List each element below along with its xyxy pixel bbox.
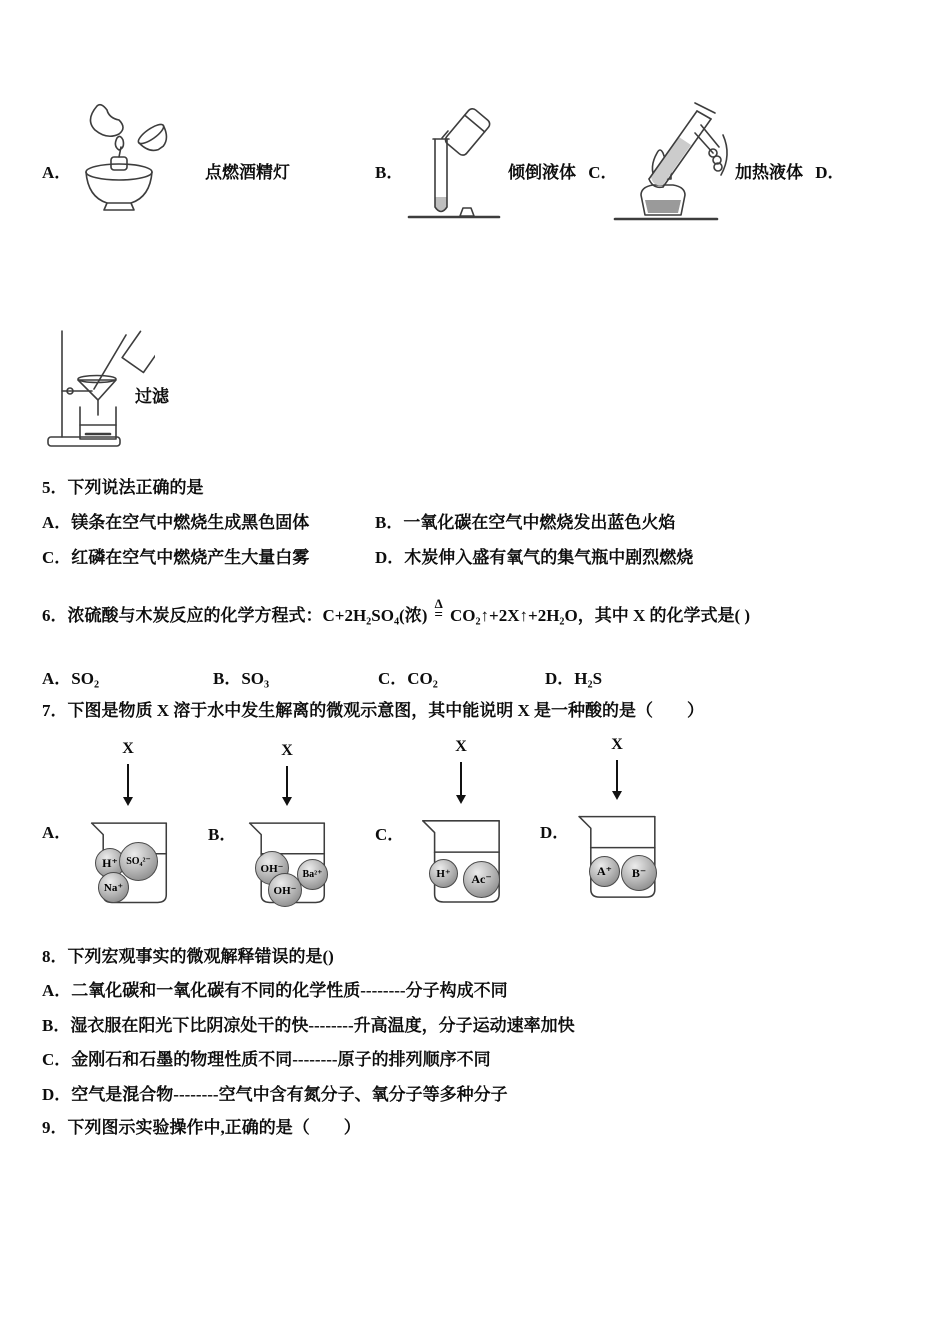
q9-stem: 9．下列图示实验操作中,正确的是（ ）	[42, 1118, 361, 1137]
q7-beaker-a-x: X	[122, 740, 134, 757]
q7-beaker-c-x: X	[455, 738, 467, 755]
q7-beaker-c-label: C．	[375, 825, 405, 844]
q6-option-b: B．SO₃	[213, 669, 270, 688]
ion-h-plus: H⁺	[95, 848, 125, 878]
q6-option-a: A．SO₂	[42, 669, 100, 688]
q4-option-a-caption: 点燃酒精灯	[205, 163, 290, 182]
ion-sulfate: SO₄²⁻	[119, 842, 158, 881]
q8-option-c: C．金刚石和石墨的物理性质不同--------原子的排列顺序不同	[42, 1050, 491, 1069]
q7-stem: 7．下图是物质 X 溶于水中发生解离的微观示意图，其中能说明 X 是一种酸的是（ ）	[42, 701, 705, 720]
figure-filtration	[40, 315, 155, 455]
q7-beaker-b-x: X	[281, 742, 293, 759]
ion-b-minus: B⁻	[621, 855, 657, 891]
ion-na-plus: Na⁺	[98, 872, 129, 903]
ion-oh-minus: OH⁻	[268, 873, 302, 907]
q5-option-c: C．红磷在空气中燃烧产生大量白雾	[42, 548, 310, 567]
q4-option-c-label: C．	[588, 163, 618, 182]
down-arrow	[127, 764, 129, 798]
q8-option-b: B．湿衣服在阳光下比阴凉处干的快--------升高温度，分子运动速率加快	[42, 1016, 575, 1035]
q7-beaker-d-x: X	[611, 736, 623, 753]
q7-beaker-a-label: A．	[42, 823, 72, 842]
q6-option-d: D．H₂S	[545, 669, 603, 688]
q6-stem	[42, 596, 751, 634]
q5-option-a: A．镁条在空气中燃烧生成黑色固体	[42, 513, 310, 532]
down-arrow-head	[123, 797, 133, 806]
heating-condition-symbol	[434, 597, 443, 621]
q4-option-a-label: A．	[42, 163, 72, 182]
q6-stem-prefix: 6．浓硫酸与木炭反应的化学方程式：C+2H₂SO₄(浓)	[42, 606, 428, 625]
q4-option-cd-caption	[735, 162, 845, 183]
figure-heat-liquid	[605, 95, 733, 227]
q8-option-a: A．二氧化碳和一氧化碳有不同的化学性质--------分子构成不同	[42, 981, 508, 1000]
q6-option-c: C．CO₂	[378, 669, 438, 688]
q7-beaker-d-label: D．	[540, 823, 570, 842]
delta-symbol: Δ	[434, 596, 443, 611]
q8-stem: 8．下列宏观事实的微观解释错误的是()	[42, 947, 334, 966]
q5-stem: 5．下列说法正确的是	[42, 478, 204, 497]
q5-option-d: D．木炭伸入盛有氧气的集气瓶中剧烈燃烧	[375, 548, 694, 567]
q8-option-d: D．空气是混合物--------空气中含有氮分子、氧分子等多种分子	[42, 1085, 508, 1104]
q4-option-c-caption: 加热液体	[735, 163, 803, 182]
down-arrow	[460, 762, 462, 796]
q4-option-b-label: B．	[375, 163, 404, 182]
down-arrow-head	[612, 791, 622, 800]
equals-symbol: =	[434, 607, 443, 623]
down-arrow	[286, 766, 288, 798]
q4-option-d-caption: 过滤	[135, 387, 169, 406]
down-arrow	[616, 760, 618, 792]
down-arrow-head	[456, 795, 466, 804]
ion-oh-minus: OH⁻	[255, 851, 289, 885]
down-arrow-head	[282, 797, 292, 806]
q4-option-b-caption: 倾倒液体	[508, 163, 576, 182]
ion-a-plus: A⁺	[589, 856, 620, 887]
q5-option-b: B．一氧化碳在空气中燃烧发出蓝色火焰	[375, 513, 676, 532]
figure-pour-liquid	[405, 105, 503, 223]
ion-ac-minus: Ac⁻	[463, 861, 500, 898]
q4-option-bc-caption	[508, 162, 618, 183]
ion-ba-2plus: Ba²⁺	[297, 859, 328, 890]
q7-beaker-b-label: B．	[208, 825, 237, 844]
q4-option-d-label: D．	[815, 163, 845, 182]
ion-h-plus: H⁺	[429, 859, 458, 888]
q6-stem-suffix: CO₂↑+2X↑+2H₂O，其中 X 的化学式是( )	[449, 606, 751, 625]
figure-light-alcohol-lamp	[63, 100, 181, 228]
